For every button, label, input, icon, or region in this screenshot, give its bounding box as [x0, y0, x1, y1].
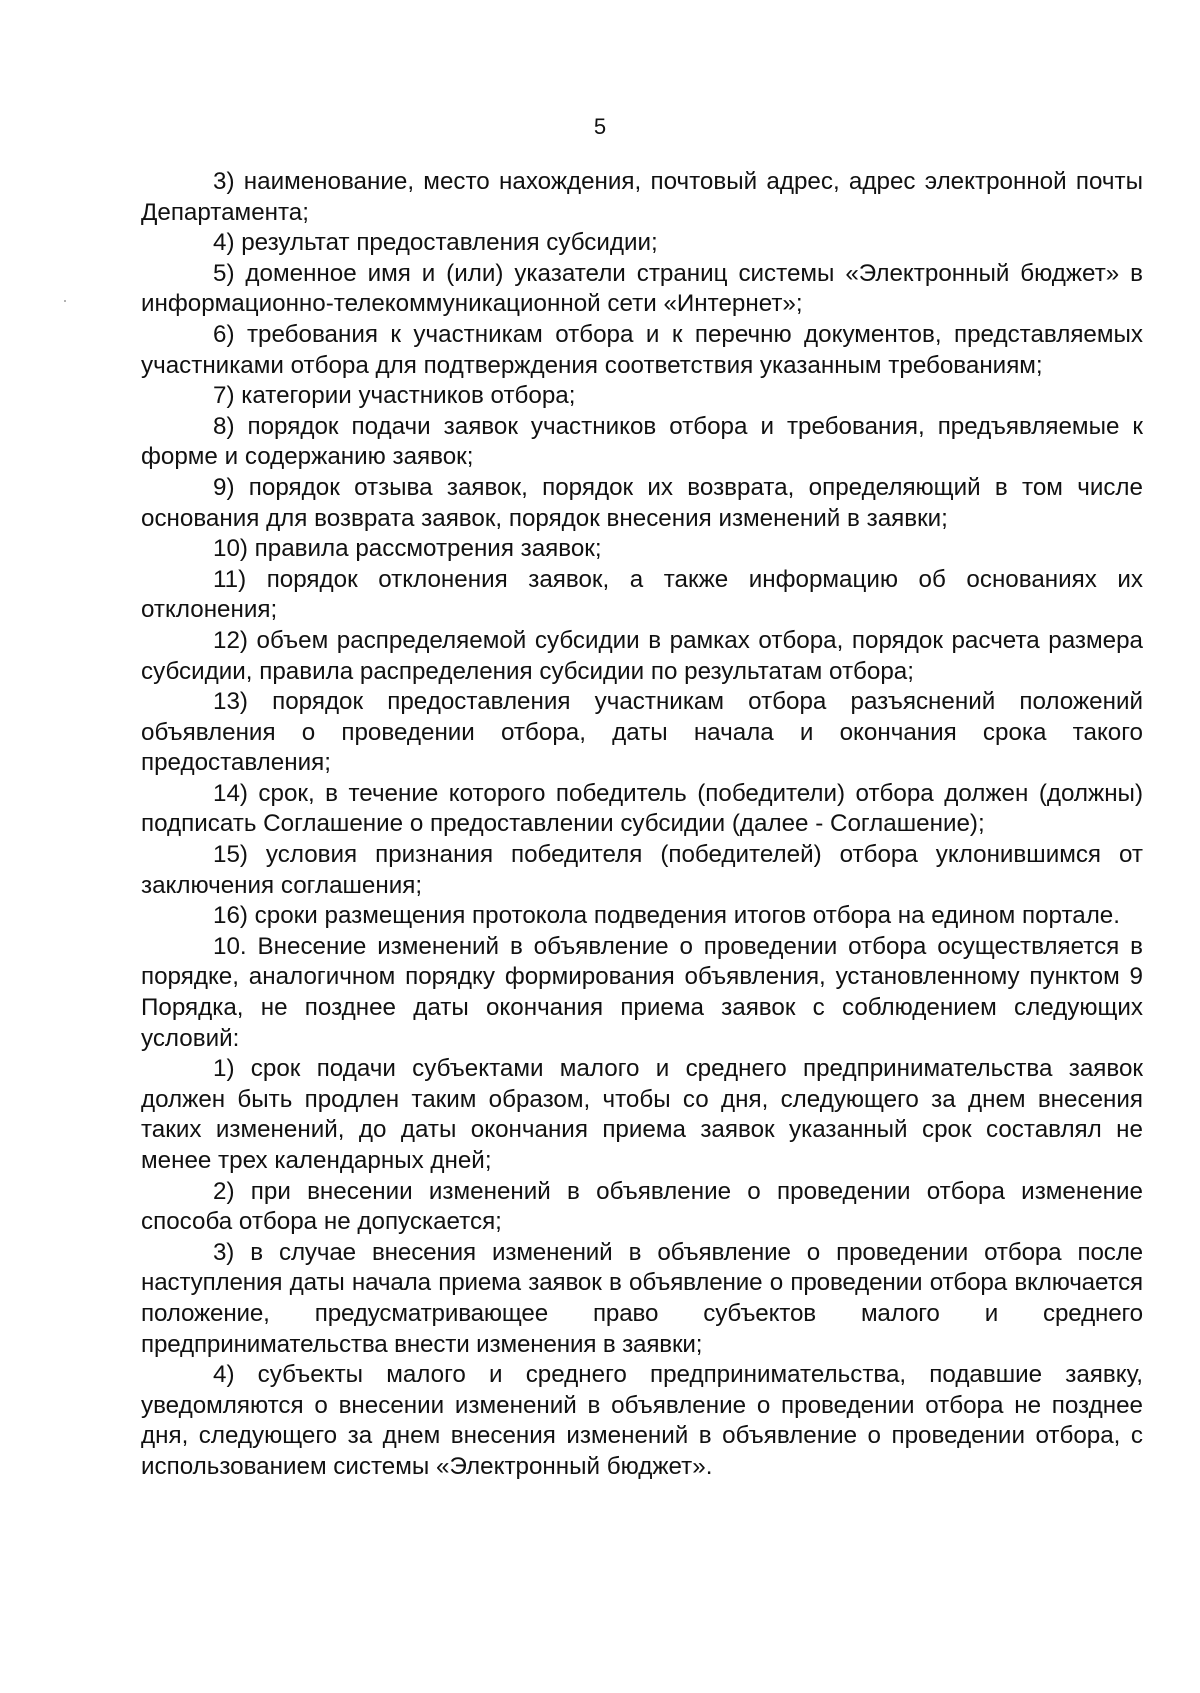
list-item-4: 4) результат предоставления субсидии;	[213, 229, 658, 257]
clause-10-item-2: 2) при внесении изменений в объявление о проведении отбора изменение способа отбора не допускается;	[141, 1177, 1143, 1236]
list-item-16: 16) сроки размещения протокола подведения итогов отбора на едином портале.	[213, 902, 1120, 930]
list-item-12: 12) объем распределяемой субсидии в рамках отбора, порядок расчета размера субсидии, правила распределения субсидии по результатам отбора;	[141, 626, 1143, 685]
list-item-5: 5) доменное имя и (или) указатели страниц системы «Электронный бюджет» в информационно-телекоммуникационной сети «Интернет»;	[141, 259, 1143, 318]
list-item-11: 11) порядок отклонения заявок, а также информацию об основаниях их отклонения;	[141, 565, 1143, 624]
list-item-8: 8) порядок подачи заявок участников отбора и требования, предъявляемые к форме и содержанию заявок;	[141, 412, 1143, 471]
clause-10: 10. Внесение изменений в объявление о проведении отбора осуществляется в порядке, аналогичном порядку формирования объявления, установленному пунктом 9 Порядка, не позднее даты окончания приема заявок с соблюдением следующих условий:	[141, 932, 1143, 1052]
document-body	[141, 167, 1143, 1483]
list-item-7: 7) категории участников отбора;	[213, 382, 576, 410]
list-item-3: 3) наименование, место нахождения, почтовый адрес, адрес электронной почты Департамента;	[141, 168, 1143, 226]
scan-speck	[64, 300, 66, 302]
list-item-13: 13) порядок предоставления участникам отбора разъяснений положений объявления о проведении отбора, даты начала и окончания срока такого предоставления;	[141, 688, 1143, 777]
clause-10-item-3: 3) в случае внесения изменений в объявление о проведении отбора после наступления даты начала приема заявок в объявление о проведении отбора включается положение, предусматривающее право субъектов малого и среднего предпринимательства внести изменения в заявки;	[141, 1238, 1143, 1358]
list-item-14: 14) срок, в течение которого победитель (победители) отбора должен (должны) подписать Соглашение о предоставлении субсидии (далее - Соглашение);	[141, 779, 1143, 838]
list-item-9: 9) порядок отзыва заявок, порядок их возврата, определяющий в том числе основания для возврата заявок, порядок внесения изменений в заявки;	[141, 473, 1143, 532]
list-item-15: 15) условия признания победителя (победителей) отбора уклонившимся от заключения соглашения;	[141, 841, 1143, 899]
clause-10-item-4: 4) субъекты малого и среднего предпринимательства, подавшие заявку, уведомляются о внесении изменений в объявление о проведении отбора не позднее дня, следующего за днем внесения изменений в объявление о проведении отбора, с использованием системы «Электронный бюджет».	[141, 1361, 1143, 1480]
page-number: 5	[593, 114, 607, 139]
list-item-10: 10) правила рассмотрения заявок;	[213, 535, 602, 563]
list-item-6: 6) требования к участникам отбора и к перечню документов, представляемых участниками отбора для подтверждения соответствия указанным требованиям;	[141, 320, 1143, 379]
clause-10-item-1: 1) срок подачи субъектами малого и среднего предпринимательства заявок должен быть продлен таким образом, чтобы со дня, следующего за днем внесения таких изменений, до даты окончания приема заявок указанный срок составлял не менее трех календарных дней;	[141, 1055, 1143, 1174]
